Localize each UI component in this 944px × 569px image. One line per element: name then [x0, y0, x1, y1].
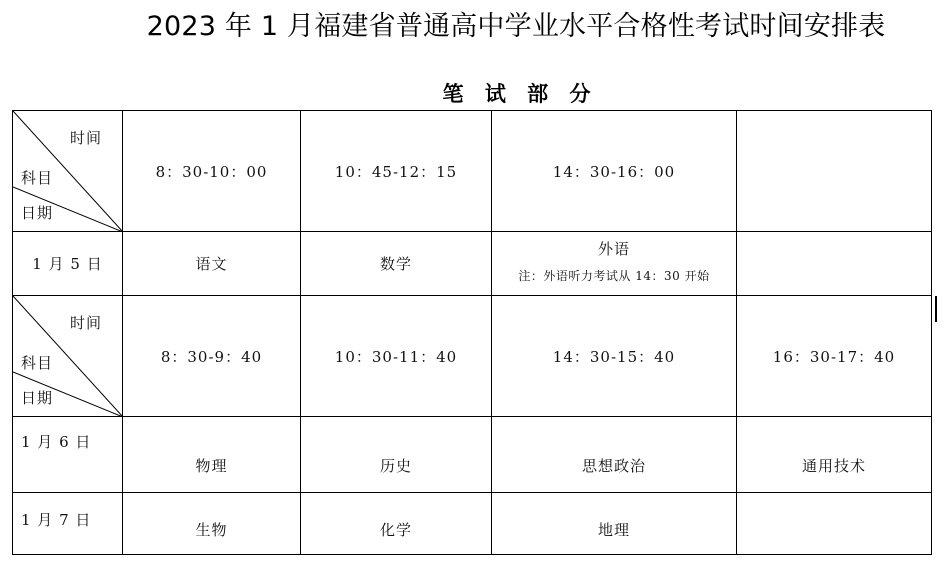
subject-cell	[123, 493, 301, 555]
subject-cell	[737, 232, 932, 296]
subject-label: 科目	[21, 354, 54, 372]
table-row	[13, 417, 932, 493]
time-slot: 16：30-17：40	[737, 296, 932, 417]
subject-cell: 数学	[301, 232, 492, 296]
table-row	[13, 232, 932, 296]
date-label: 日期	[21, 389, 54, 407]
subject-cell	[301, 417, 492, 493]
subject-name: 外语	[597, 239, 630, 258]
date-text: 1 月 6 日	[21, 433, 92, 451]
listening-note: 注：外语听力考试从 14：30 开始	[518, 268, 710, 283]
subject-name: 化学	[379, 521, 412, 539]
subject-cell	[301, 493, 492, 555]
section-subtitle: 笔 试 部 分	[442, 82, 598, 106]
subject-cell	[737, 493, 932, 555]
page-title: 2023 年 1 月福建省普通高中学业水平合格性考试时间安排表	[146, 11, 886, 42]
subject-name: 通用技术	[801, 457, 866, 475]
time-slot: 8：30-10：00	[123, 111, 301, 232]
time-slot: 8：30-9：40	[123, 296, 301, 417]
date-cell	[13, 417, 123, 493]
time-label: 时间	[69, 314, 102, 332]
subject-name: 历史	[379, 457, 412, 475]
subject-label: 科目	[21, 169, 54, 187]
subject-cell-foreign-language	[492, 232, 737, 296]
subject-cell	[492, 417, 737, 493]
subject-cell	[737, 417, 932, 493]
subject-name: 思想政治	[581, 457, 646, 475]
time-slot: 14：30-15：40	[492, 296, 737, 417]
time-slot: 14：30-16：00	[492, 111, 737, 232]
date-cell	[13, 493, 123, 555]
subject-cell	[123, 417, 301, 493]
time-slot: 10：45-12：15	[301, 111, 492, 232]
subject-name: 地理	[597, 521, 630, 539]
diagonal-header-cell	[13, 296, 123, 417]
text-cursor	[935, 296, 937, 322]
date-label: 日期	[21, 204, 54, 222]
date-text: 1 月 7 日	[21, 511, 92, 529]
subject-cell	[492, 493, 737, 555]
diagonal-header-cell	[13, 111, 123, 232]
time-slot	[737, 111, 932, 232]
header-row-1	[13, 111, 932, 232]
subject-name: 物理	[195, 457, 228, 475]
date-cell: 1 月 5 日	[13, 232, 123, 296]
subject-name: 生物	[195, 521, 228, 539]
subject-cell: 语文	[123, 232, 301, 296]
time-slot: 10：30-11：40	[301, 296, 492, 417]
table-row	[13, 493, 932, 555]
header-row-2	[13, 296, 932, 417]
time-label: 时间	[69, 129, 102, 147]
schedule-table	[12, 110, 932, 555]
